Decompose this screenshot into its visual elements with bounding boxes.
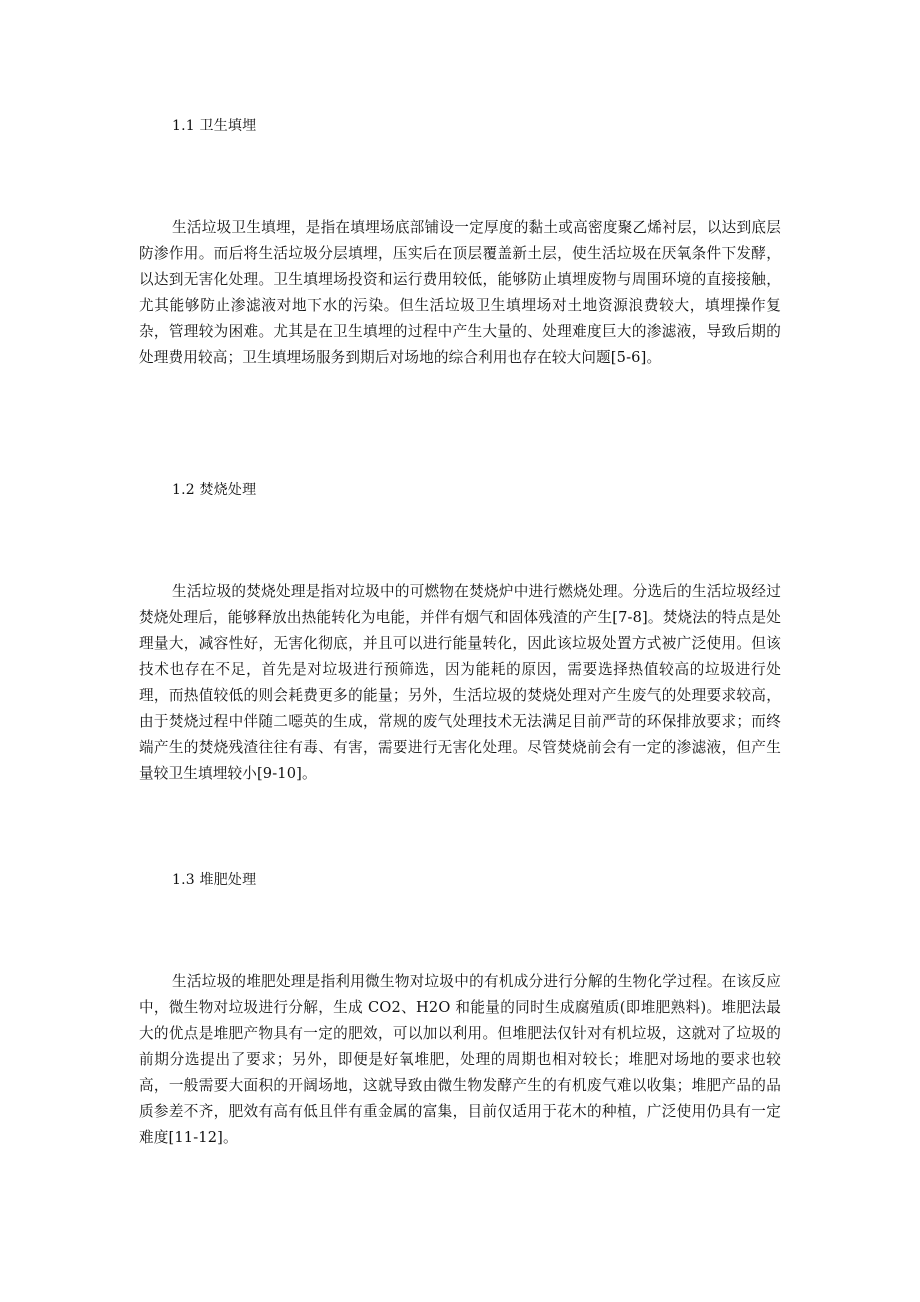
section-heading-sanitary-landfill: 1.1 卫生填埋 (172, 118, 257, 134)
section-body-incineration: 生活垃圾的焚烧处理是指对垃圾中的可燃物在焚烧炉中进行燃烧处理。分选后的生活垃圾经过焚烧处理后，能够释放出热能转化为电能，并伴有烟气和固体残渣的产生[7-8]。焚烧法的特点是处理量大，减容性好，无害化彻底，并且可以进行能量转化，因此该垃圾处置方式被广泛使用。但该技术也存在不足，首先是对垃圾进行预筛选，因为能耗的原因，需要选择热值较高的垃圾进行处理，而热值较低的则会耗费更多的能量；另外，生活垃圾的焚烧处理对产生废气的处理要求较高，由于焚烧过程中伴随二噁英的生成，常规的废气处理技术无法满足目前严苛的环保排放要求；而终端产生的焚烧残渣往往有毒、有害，需要进行无害化处理。尽管焚烧前会有一定的渗滤液，但产生量较卫生填埋较小[9-10]。 (139, 583, 781, 782)
section-body-sanitary-landfill: 生活垃圾卫生填埋，是指在填埋场底部铺设一定厚度的黏土或高密度聚乙烯衬层，以达到底层防渗作用。而后将生活垃圾分层填埋，压实后在顶层覆盖新土层，使生活垃圾在厌氧条件下发酵，以达到无害化处理。卫生填埋场投资和运行费用较低，能够防止填埋废物与周围环境的直接接触，尤其能够防止渗滤液对地下水的污染。但生活垃圾卫生填埋场对土地资源浪费较大，填埋操作复杂，管理较为困难。尤其是在卫生填埋的过程中产生大量的、处理难度巨大的渗滤液，导致后期的处理费用较高；卫生填埋场服务到期后对场地的综合利用也存在较大问题[5-6]。 (139, 219, 781, 366)
section-body-composting: 生活垃圾的堆肥处理是指利用微生物对垃圾中的有机成分进行分解的生物化学过程。在该反应中，微生物对垃圾进行分解，生成 CO2、H2O 和能量的同时生成腐殖质(即堆肥熟料)。堆肥法最大的优点是堆肥产物具有一定的肥效，可以加以利用。但堆肥法仅针对有机垃圾，这就对了垃圾的前期分选提出了要求；另外，即便是好氧堆肥，处理的周期也相对较长；堆肥对场地的要求也较高，一般需要大面积的开阔场地，这就导致由微生物发酵产生的有机废气难以收集；堆肥产品的品质参差不齐，肥效有高有低且伴有重金属的富集，目前仅适用于花木的种植，广泛使用仍具有一定难度[11-12]。 (139, 973, 781, 1146)
section-heading-incineration: 1.2 焚烧处理 (172, 482, 257, 498)
section-heading-composting: 1.3 堆肥处理 (172, 872, 257, 888)
